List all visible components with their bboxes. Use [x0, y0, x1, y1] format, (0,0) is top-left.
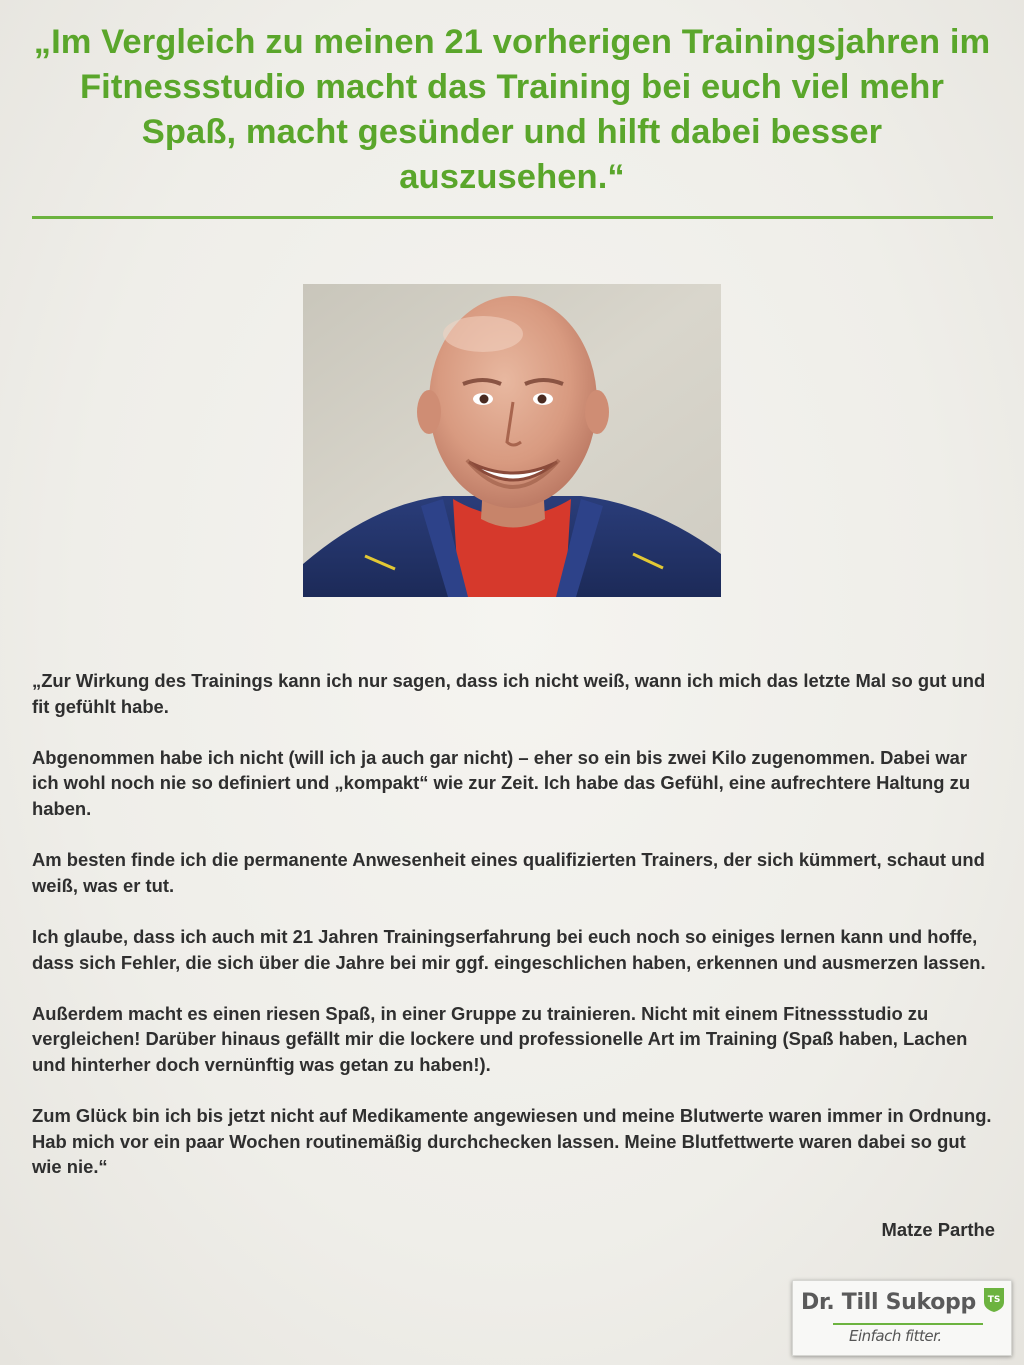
- testimonial-author: Matze Parthe: [881, 1219, 995, 1240]
- ts-badge-text: TS: [987, 1295, 1001, 1305]
- logo-underline: [833, 1323, 983, 1325]
- logo-tagline: Einfach fitter.: [849, 1327, 942, 1345]
- headline-quote: „Im Vergleich zu meinen 21 vorherigen Trainingsjahren im Fitnessstudio macht das Training bei euch viel mehr Spaß, macht gesünder und hilft dabei besser auszusehen.“: [33, 23, 991, 196]
- testimonial-paragraph: Zum Glück bin ich bis jetzt nicht auf Medikamente angewiesen und meine Blutwerte waren immer in Ordnung. Hab mich vor ein paar Wochen routinemäßig durchchecken lassen. Meine Blutfettwerte waren dabei so gut wie nie.“: [32, 1105, 992, 1178]
- testimonial-paragraph: „Zur Wirkung des Trainings kann ich nur sagen, dass ich nicht weiß, wann ich mich das letzte Mal so gut und fit gefühlt habe.: [32, 670, 986, 717]
- portrait-illustration: [303, 284, 721, 597]
- logo-name: Dr. Till Sukopp: [801, 1290, 976, 1315]
- testimonial-paragraph: Ich glaube, dass ich auch mit 21 Jahren Trainingserfahrung bei euch noch so einiges lernen kann und hoffe, dass sich Fehler, die sich über die Jahre bei mir ggf. eingeschlichen haben, erkennen und ausmerzen lassen.: [32, 925, 986, 973]
- brand-logo: [792, 1280, 1012, 1356]
- ts-badge-icon: [983, 1287, 1005, 1313]
- testimonial-paragraph: Außerdem macht es einen riesen Spaß, in einer Gruppe zu trainieren. Nicht mit einem Fitnessstudio zu vergleichen! Darüber hinaus gefällt mir die lockere und professionelle Art im Training (Spaß haben, Lachen und hinterher doch vernünftig was getan zu haben!).: [32, 1002, 968, 1075]
- headline-divider: [32, 216, 993, 219]
- testimonial-body: [32, 668, 992, 1180]
- testimonial-photo: [303, 284, 721, 597]
- testimonial-paragraph: Am besten finde ich die permanente Anwesenheit eines qualifizierten Trainers, der sich kümmert, schaut und weiß, was er tut.: [32, 849, 985, 896]
- testimonial-paragraph: Abgenommen habe ich nicht (will ich ja auch gar nicht) – eher so ein bis zwei Kilo zugenommen. Dabei war ich wohl noch nie so definiert und „kompakt“ wie zur Zeit. Ich habe das Gefühl, eine aufrechtere Haltung zu haben.: [32, 746, 971, 819]
